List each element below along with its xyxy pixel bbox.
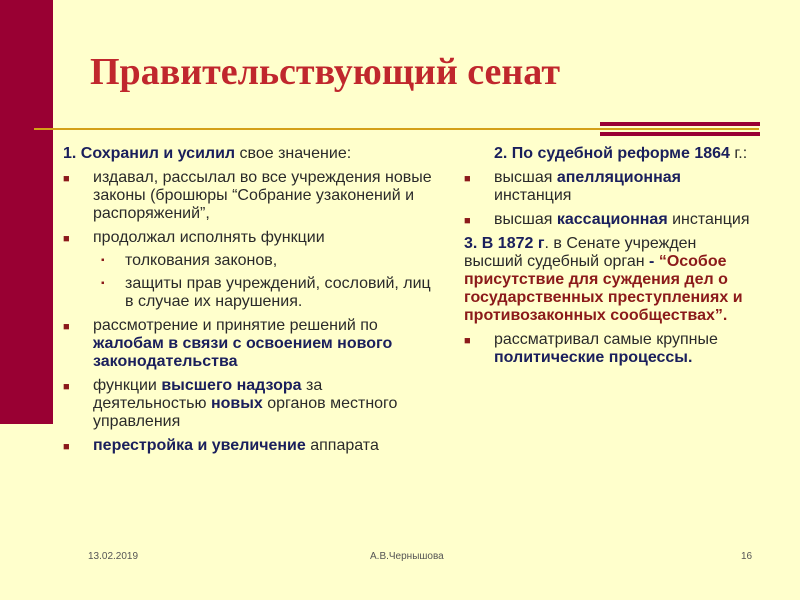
- footer-page-number: 16: [741, 551, 753, 562]
- list-item: ■ высшая апелляционная инстанция: [464, 169, 681, 204]
- accent-bar-top: [600, 122, 760, 126]
- square-bullet-icon: ■: [63, 173, 70, 185]
- square-bullet-icon: ■: [63, 441, 70, 453]
- square-bullet-icon: ■: [464, 335, 471, 347]
- footer-author: А.В.Чернышова: [370, 551, 444, 562]
- square-bullet-icon: ■: [63, 233, 70, 245]
- right-column: [464, 145, 754, 367]
- right-heading-2: 2. По судебной реформе 1864 г.:: [494, 145, 748, 162]
- list-item: ■ продолжал исполнять функции: [63, 229, 325, 246]
- sub-list-item: ▪ толкования законов,: [101, 252, 278, 269]
- list-item: ■ функции высшего надзора за деятельностью новых органов местного управления: [63, 377, 398, 430]
- slide-title: Правительствующий сенат: [90, 51, 560, 93]
- title-divider: [34, 128, 759, 130]
- square-bullet-icon: ■: [63, 381, 70, 393]
- list-item: ■ высшая кассационная инстанция: [464, 211, 750, 228]
- right-heading-3: 3. В 1872 г. в Сенате учрежден высший судебный орган - “Особое присутствие для суждения дел о государственных преступлениях и противозаконных сообществах”.: [464, 235, 743, 324]
- list-item: ■ рассмотрение и принятие решений по жалобам в связи с освоением нового законодательства: [63, 317, 393, 370]
- square-bullet-icon: ■: [63, 321, 70, 333]
- accent-bar-bottom: [600, 132, 760, 136]
- small-square-bullet-icon: ▪: [101, 278, 105, 289]
- small-square-bullet-icon: ▪: [101, 255, 105, 266]
- square-bullet-icon: ■: [464, 173, 471, 185]
- list-item: ■ перестройка и увеличение аппарата: [63, 437, 379, 454]
- footer-date: 13.02.2019: [88, 551, 139, 562]
- list-item: ■ издавал, рассылал во все учреждения новые законы (брошюры “Собрание узаконений и распоряжений”,: [63, 169, 432, 222]
- left-column: [63, 145, 433, 455]
- left-heading: 1. Сохранил и усилил свое значение:: [63, 145, 352, 162]
- left-decorative-band: [0, 0, 53, 424]
- sub-list-item: ▪ защиты прав учреждений, сословий, лиц в случае их нарушения.: [101, 275, 431, 310]
- list-item: ■ рассматривал самые крупные политические процессы.: [464, 331, 718, 366]
- square-bullet-icon: ■: [464, 215, 471, 227]
